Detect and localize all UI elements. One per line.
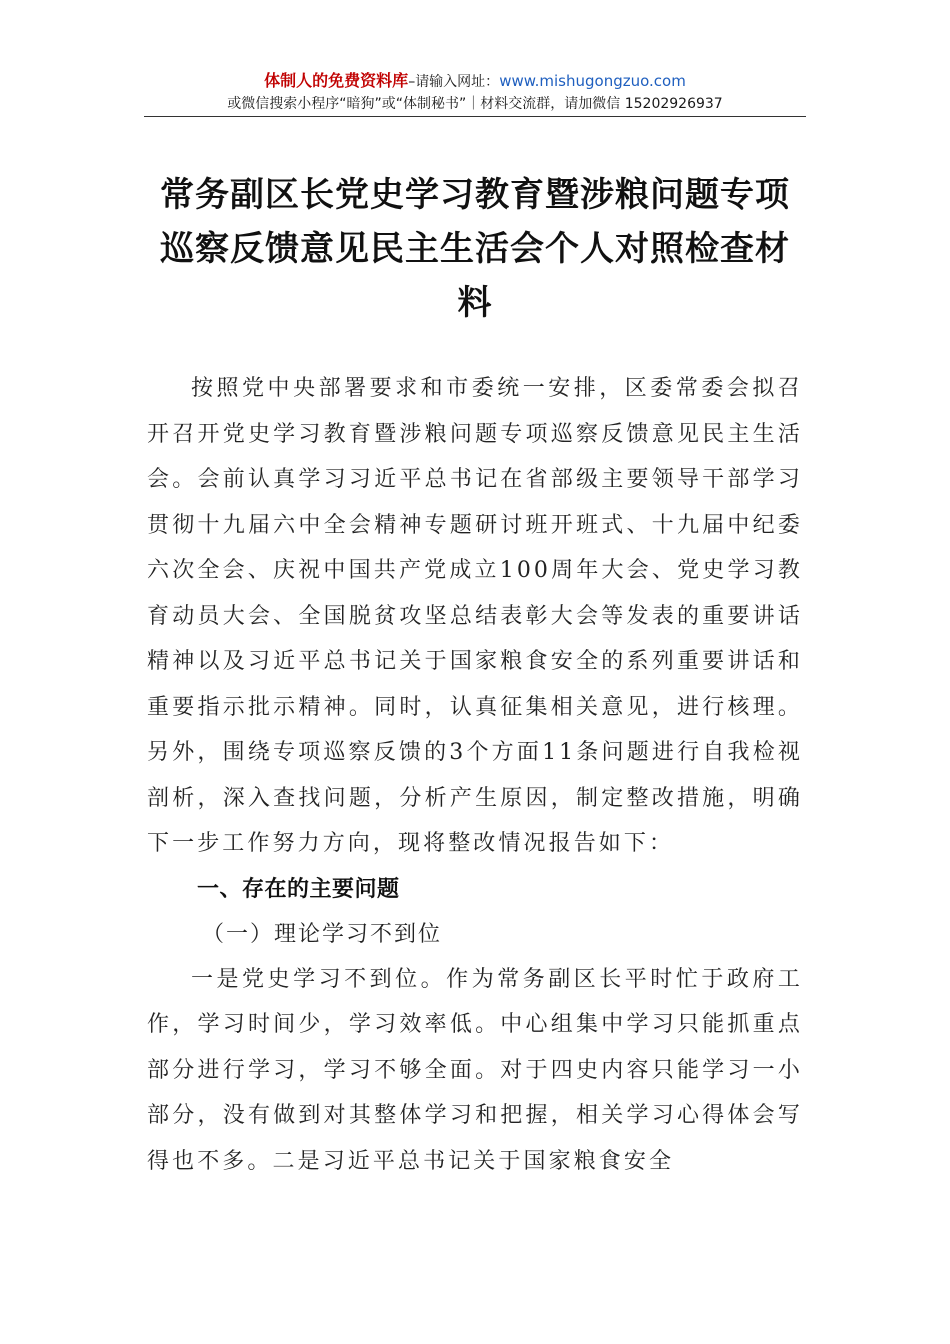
- header-line-1: [144, 70, 806, 93]
- header-line-2: 或微信搜索小程序“暗狗”或“体制秘书”｜材料交流群，请加微信 15202926937: [227, 96, 723, 112]
- section-heading: 一、存在的主要问题: [197, 876, 400, 902]
- header-brand: 体制人的免费资料库: [264, 71, 409, 90]
- intro-paragraph: 按照党中央部署要求和市委统一安排，区委常委会拟召开召开党史学习教育暨涉粮问题专项巡察反馈意见民主生活会。会前认真学习习近平总书记在省部级主要领导干部学习贯彻十九届六中全会精神专题研讨班开班式、十九届中纪委六次全会、庆祝中国共产党成立100周年大会、党史学习教育动员大会、全国脱贫攻坚总结表彰大会等发表的重要讲话精神以及习近平总书记关于国家粮食安全的系列重要讲话和重要指示批示精神。同时，认真征集相关意见，进行核理。另外，围绕专项巡察反馈的3个方面11条问题进行自我检视剖析，深入查找问题，分析产生原因，制定整改措施，明确下一步工作努力方向，现将整改情况报告如下：: [147, 376, 803, 856]
- header-website-link[interactable]: www.mishugongzuo.com: [499, 72, 686, 90]
- header-prompt: –请输入网址：: [408, 74, 500, 90]
- document-title: 常务副区长党史学习教育暨涉粮问题专项巡察反馈意见民主生活会个人对照检查材料: [160, 175, 790, 323]
- subsection-heading: （一）理论学习不到位: [202, 921, 443, 947]
- document-body: [147, 366, 803, 1184]
- page-header: [144, 70, 806, 115]
- body-paragraph: 一是党史学习不到位。作为常务副区长平时忙于政府工作，学习时间少，学习效率低。中心组集中学习只能抓重点部分进行学习，学习不够全面。对于四史内容只能学习一小部分，没有做到对其整体学习和把握，相关学习心得体会写得也不多。二是习近平总书记关于国家粮食安全: [147, 966, 803, 1174]
- header-divider: [144, 116, 806, 117]
